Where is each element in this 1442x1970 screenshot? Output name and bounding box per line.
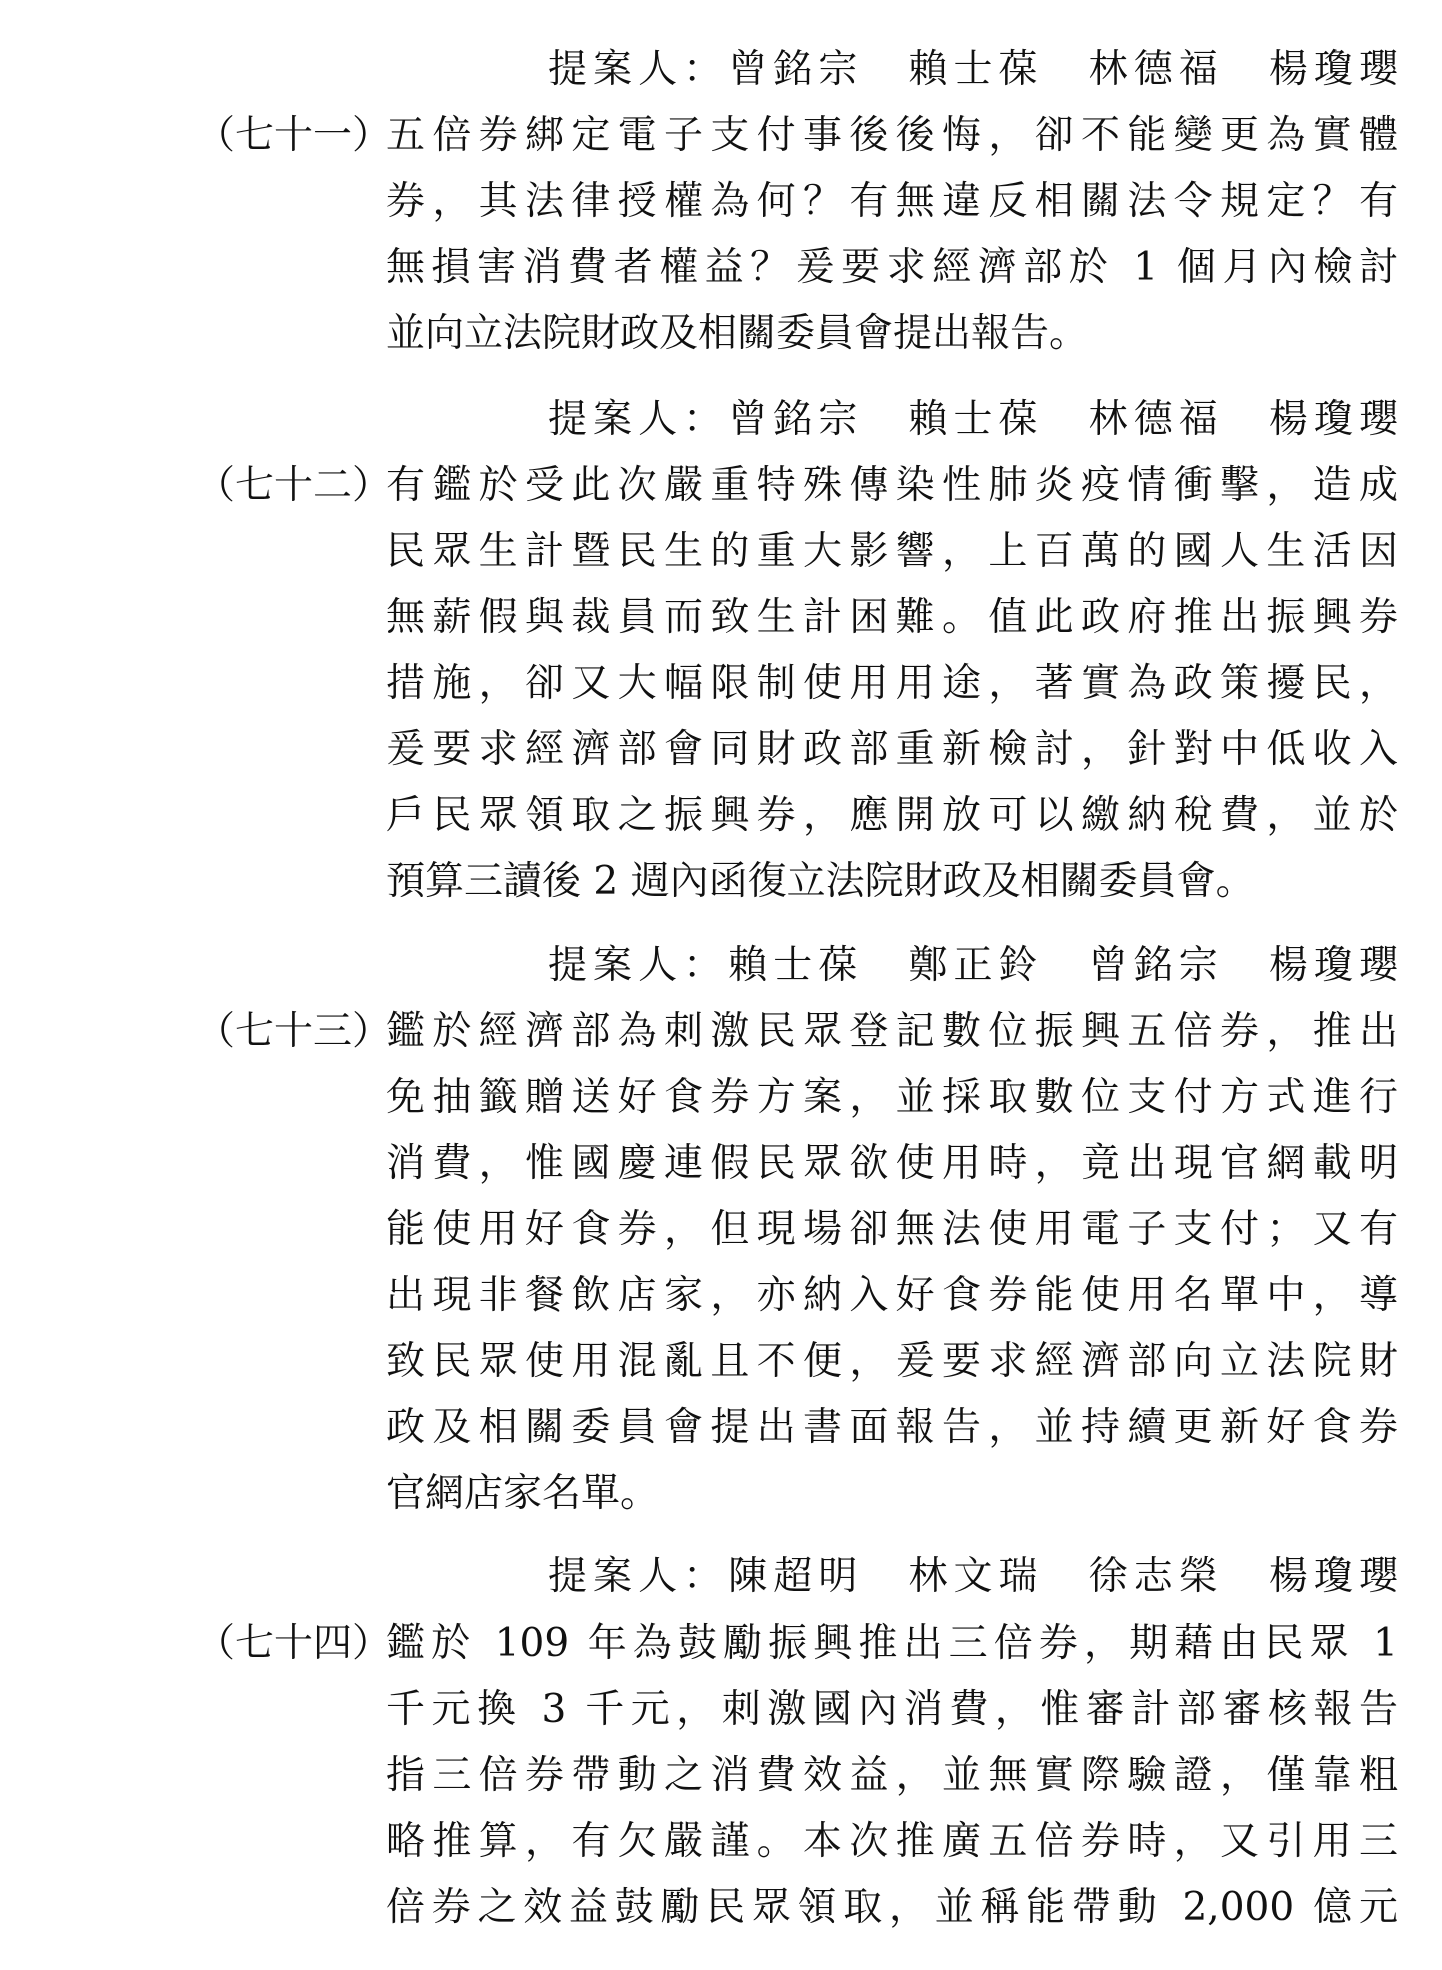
item-73-line-6: 致民眾使用混亂且不便，爰要求經濟部向立法院財	[386, 1339, 1398, 1384]
item-73-line-7: 政及相關委員會提出書面報告，並持續更新好食券	[386, 1405, 1398, 1450]
item-number-71: （七十一）	[196, 113, 392, 158]
item-number-74: （七十四）	[196, 1621, 392, 1666]
item-71-line-2: 券，其法律授權為何？有無違反相關法令規定？有	[386, 179, 1398, 224]
item-73-line-3: 消費，惟國慶連假民眾欲使用時，竟出現官網載明	[386, 1141, 1398, 1186]
item-72-line-3: 無薪假與裁員而致生計困難。值此政府推出振興券	[386, 595, 1398, 640]
item-73-line-2: 免抽籤贈送好食券方案，並採取數位支付方式進行	[386, 1075, 1398, 1120]
item-71-line-3: 無損害消費者權益？爰要求經濟部於 1 個月內檢討	[386, 245, 1398, 290]
item-74-line-5: 倍券之效益鼓勵民眾領取，並稱能帶動 2,000 億元	[386, 1885, 1398, 1930]
item-73-line-5: 出現非餐飲店家，亦納入好食券能使用名單中，導	[386, 1273, 1398, 1318]
item-74-line-2: 千元換 3 千元，刺激國內消費，惟審計部審核報告	[386, 1687, 1398, 1732]
proposer-line: 提案人：賴士葆 鄭正鈴 曾銘宗 楊瓊瓔	[548, 943, 1398, 988]
item-72-line-7: 預算三讀後 2 週內函復立法院財政及相關委員會。	[386, 859, 1255, 904]
item-72-line-4: 措施，卻又大幅限制使用用途，著實為政策擾民，	[386, 661, 1398, 706]
item-number-73: （七十三）	[196, 1009, 392, 1054]
item-71-line-1: 五倍券綁定電子支付事後後悔，卻不能變更為實體	[386, 113, 1398, 158]
item-74-line-1: 鑑於 109 年為鼓勵振興推出三倍券，期藉由民眾 1	[386, 1621, 1398, 1666]
item-73-line-1: 鑑於經濟部為刺激民眾登記數位振興五倍券，推出	[386, 1009, 1398, 1054]
proposer-line: 提案人：陳超明 林文瑞 徐志榮 楊瓊瓔	[548, 1554, 1398, 1599]
item-72-line-5: 爰要求經濟部會同財政部重新檢討，針對中低收入	[386, 727, 1398, 772]
item-number-72: （七十二）	[196, 463, 392, 508]
item-71-line-4: 並向立法院財政及相關委員會提出報告。	[386, 311, 1089, 356]
item-74-line-3: 指三倍券帶動之消費效益，並無實際驗證，僅靠粗	[386, 1753, 1398, 1798]
item-73-line-8: 官網店家名單。	[386, 1471, 660, 1516]
item-72-line-6: 戶民眾領取之振興券，應開放可以繳納稅費，並於	[386, 793, 1398, 838]
item-73-line-4: 能使用好食券，但現場卻無法使用電子支付；又有	[386, 1207, 1398, 1252]
proposer-line: 提案人：曾銘宗 賴士葆 林德福 楊瓊瓔	[548, 397, 1398, 442]
item-72-line-2: 民眾生計暨民生的重大影響，上百萬的國人生活因	[386, 529, 1398, 574]
item-72-line-1: 有鑑於受此次嚴重特殊傳染性肺炎疫情衝擊，造成	[386, 463, 1398, 508]
item-74-line-4: 略推算，有欠嚴謹。本次推廣五倍券時，又引用三	[386, 1819, 1398, 1864]
proposer-line: 提案人：曾銘宗 賴士葆 林德福 楊瓊瓔	[548, 47, 1398, 92]
